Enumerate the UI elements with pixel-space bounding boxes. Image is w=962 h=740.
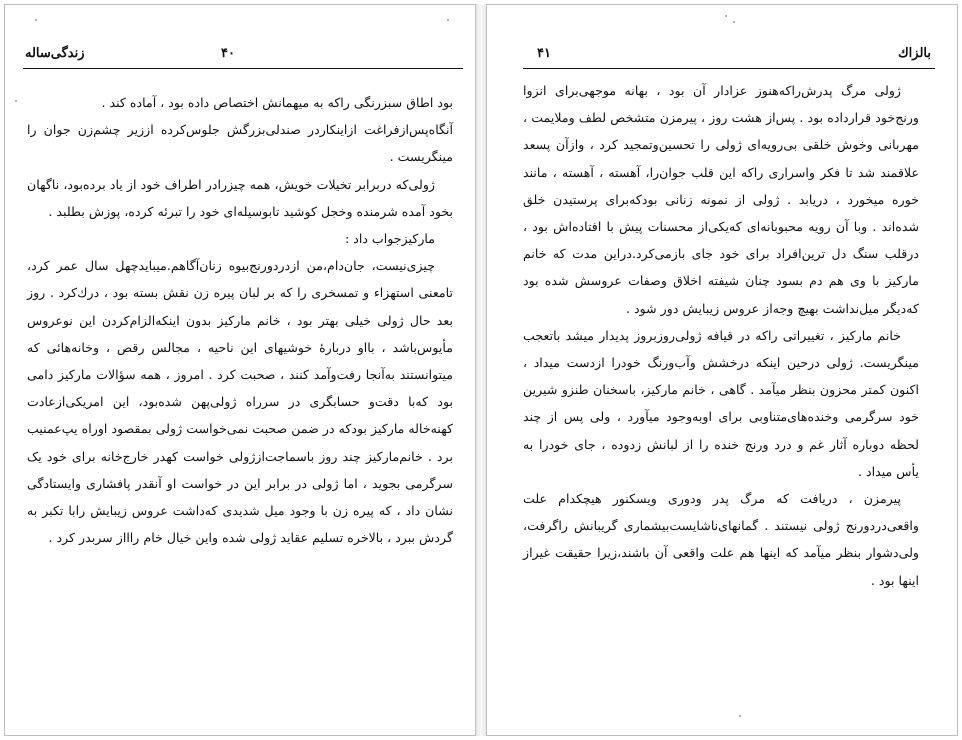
book-gutter xyxy=(476,4,486,736)
running-title: زندگی‌ساله xyxy=(25,46,85,61)
running-title: بالزاك xyxy=(897,46,931,61)
paragraph: پیرمزن ، دریافت که مرگ پدر ودوری ویسکنور هیچکدام علت واقعی‌دردورنج ژولی نیستند . گمانهای‌ناشایست‌بیشماری گریبانش راگرفت، ولی‌دشوار بنظر میآمد که اینها هم علت واقعی آن باشند،زیرا حقیقت غیراز اینها بود . xyxy=(523,491,919,588)
page-number: ۴۱ xyxy=(537,46,551,61)
paragraph: خانم مارکیز ، تغییراتی راکه در قیافه ژولی‌روزبروز پدیدار میشد باتعجب مینگریست. ژولی درحین اینکه درخشش وآب‌ورنگ خودرا ازدست میداد ، اکنون کمتر محزون بنظر میآمد . گاهی ، خانم مارکیز، باسخنان طنزو شیرین خود سرگرمی وخنده‌های‌متناوبی برای او‌به‌وجود میآورد ، ولی پس از چند لحظه دوباره آثار غم و درد ورنج خنده را از لبانش زدوده ، جای خودرا به یأس میداد . xyxy=(523,327,919,479)
paragraph: بود اطاق سبزرنگی راکه به میهمانش اختصاص داده بود ، آماده کند . xyxy=(101,95,453,110)
page-body xyxy=(523,77,919,594)
paragraph: آنگاه‌پس‌ازفراغت ازاینکاردر صندلی‌بزرگش جلوس‌کرده ازز‌یر چشم‌زن جوان را مینگریست . xyxy=(27,122,453,165)
page-body xyxy=(27,89,453,551)
right-page xyxy=(486,4,958,736)
paper-speck xyxy=(733,21,735,23)
paper-speck xyxy=(35,19,37,21)
paragraph: ژولی مرگ پدرش‌راکه‌هنوز عزادار آن بود ، بهانه موجهی‌برای انزوا ورنج‌خود قرارداده بود . پس‌از هشت روز ، پیرمزن متشخص لطف وملایمت ، مهربانی وخوش خلقی بی‌رو‌یه‌ای ژولی را تحسین‌وتمجید کرد ، وازآن پسعد علاقمند شد تا فکر واسراری راکه این قلب جوان‌را، آهسته ، آهسته ، مانند خوره میخورد ، دریابد . ژولی از نمونه زنانی بودکه‌برای پرستیدن خلق شده‌اند . وبا آن رویه محبوبانه‌ای که‌یکی‌از محسنات پیش با افتاده‌اش بود ، درقلب سنگ دل ترین‌افراد برای خود جای بازمی‌کرد.دراین مدت که خانم مارکیز با وی هم دم بسود چنان شیفته اخلاق وصفات عروسش شده بود که‌دیگر میل‌نداشت بهیچ وجه‌از عروس زیبایش دور شود . xyxy=(523,83,919,316)
paragraph: ژولی‌که دربرابر تخیلات خویش، همه چیزرادر اطراف خود از یاد برده‌بود، ناگهان بخود آمده شرمنده وخجل کوشید تابوسیله‌ای خود را تبرئه کرده، پوزش بطلبد . xyxy=(27,176,453,219)
page-number: ۴۰ xyxy=(221,46,235,61)
page-header xyxy=(487,43,957,65)
page-header xyxy=(5,43,475,65)
paper-speck xyxy=(739,715,741,717)
paper-speck xyxy=(725,15,727,17)
header-rule xyxy=(523,68,935,69)
paper-speck xyxy=(447,19,449,21)
paragraph: مارکیزجواب داد : xyxy=(344,231,435,247)
header-rule xyxy=(23,68,463,69)
left-page xyxy=(4,4,476,736)
paper-speck xyxy=(15,100,17,102)
paragraph: چیزی‌نیست، جان‌دام،من ازدردورنج‌بیوه زنان‌آگاهم.میبایدچهل سال عمر کرد، تامعنی استهزاء و تمسخری را که بر لبان پیره زن نقش بسته بود ، درك‌کرد . روز بعد حال ژولی خیلی بهتر بود ، خانم مارکیز بدون اینکه‌الزام‌کردن این نوعروس مأیوس‌باشد ، باا‌و دربارهٔ خوشیهای این ناحیه ، مجالس رقص ، وخانه‌هائی که میتوانستند به‌آنجا رفت‌وآمد کنند ، صحبت کرد . امروز ، همه سؤالات مارکیز دامی بود که‌با دقت‌و حسابگری در سرراه ژولی‌پهن شده‌بود، این امریکی‌ازعادت کهنه‌خاله مارکیز بودکه در ضمن صحبت نمی‌خواست ژولی بمقصود اوراه‌ یپ‌عمنیب برد . خانم‌مارکیز چند روز باسماجت‌ازژولی خواست کهدر خارج‌خانه برای خود یک سرگرمی بجوید ، اما ژولی در برابر این در خواست او آنقدر پافشاری وایستادگی نشان داد ، که پیره زن با وجود میل شدیدی که‌داشت عروس زیبایش رابا تکبر به گردش ببرد ، بالاخره تسلیم عقاید ژولی شده واین خیال خام راااز سربدر کرد . xyxy=(27,258,453,546)
